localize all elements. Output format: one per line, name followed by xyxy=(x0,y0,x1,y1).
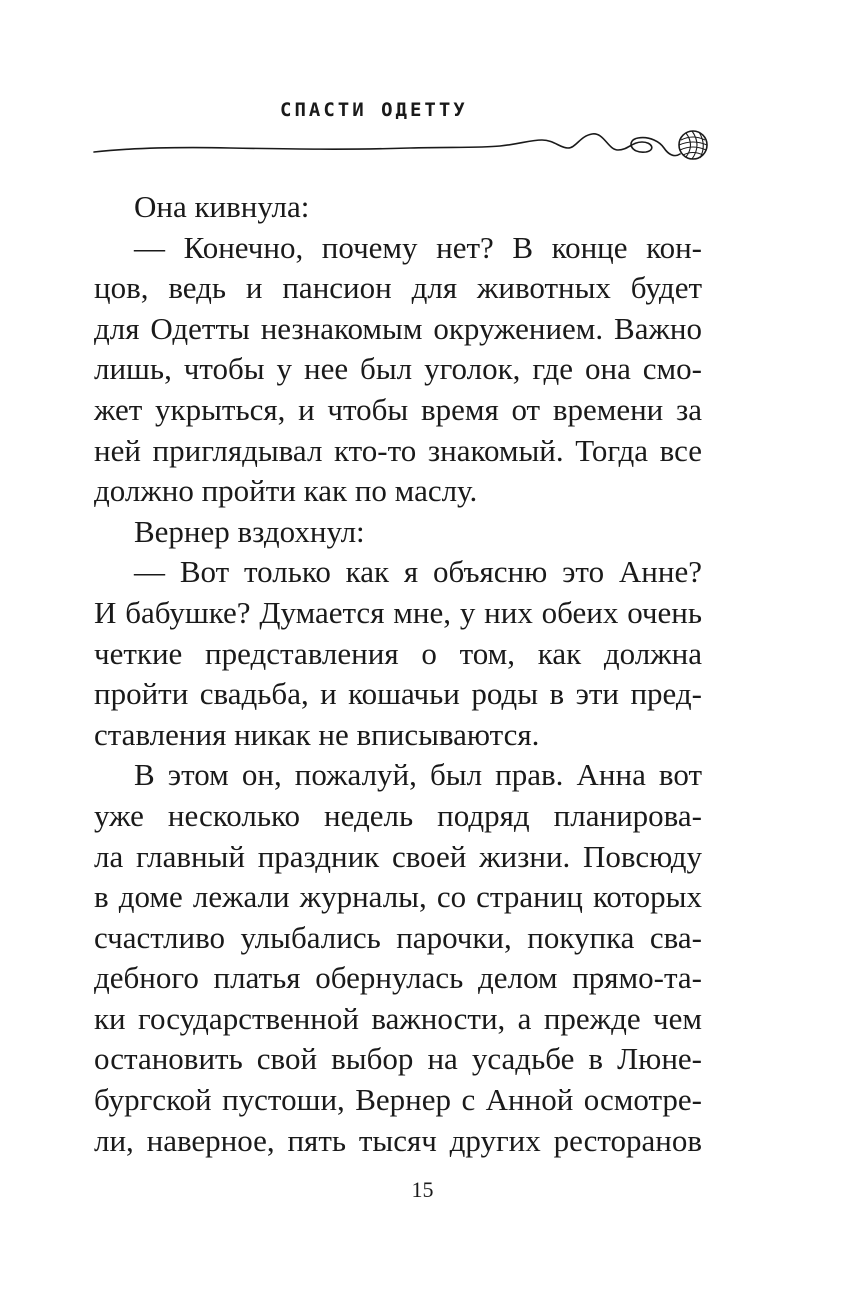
text-line: должно пройти как по маслу. xyxy=(94,473,478,509)
text-line: ней приглядывал кто-то знакомый. Тогда все xyxy=(94,432,702,468)
text-line: — Вот только как я объясню это Анне? xyxy=(134,554,702,590)
text-line: ли, наверное, пять тысяч других ресторанов xyxy=(94,1122,702,1158)
text-line: — Конечно, почему нет? В конце кон- xyxy=(134,229,702,265)
page-number: 15 xyxy=(411,1177,434,1202)
text-line: четкие представления о том, как должна xyxy=(94,635,702,671)
text-line: для Одетты незнакомым окружением. Важно xyxy=(94,310,702,346)
running-title: СПАСТИ ОДЕТТУ xyxy=(280,99,468,121)
text-line: ла главный праздник своей жизни. Повсюду xyxy=(94,838,702,874)
text-line: счастливо улыбались парочки, покупка сва- xyxy=(94,919,702,955)
text-line: цов, ведь и пансион для животных будет xyxy=(94,270,702,306)
text-line: дебного платья обернулась делом прямо-та- xyxy=(94,960,702,996)
yarn-thread-line xyxy=(94,134,680,156)
text-line: в доме лежали журналы, со страниц которых xyxy=(94,879,702,915)
text-line: жет укрыться, и чтобы время от времени за xyxy=(94,391,702,427)
text-line: В этом он, пожалуй, был прав. Анна вот xyxy=(134,757,702,793)
text-line: уже несколько недель подряд планирова- xyxy=(94,797,702,833)
text-line: бургской пустоши, Вернер с Анной осмотре- xyxy=(94,1082,702,1118)
text-line: ставления никак не вписываются. xyxy=(94,716,540,752)
text-line: И бабушке? Думается мне, у них обеих очень xyxy=(94,594,702,630)
body-text xyxy=(94,187,702,1161)
text-line: ки государственной важности, а прежде чем xyxy=(94,1000,702,1036)
yarn-ball-icon xyxy=(679,131,707,159)
text-line: Она кивнула: xyxy=(134,189,310,224)
text-line: пройти свадьба, и кошачьи роды в эти пред- xyxy=(94,676,702,712)
text-line: остановить свой выбор на усадьбе в Люне- xyxy=(94,1041,702,1077)
text-line: лишь, чтобы у нее был уголок, где она смо- xyxy=(94,351,702,387)
text-line: Вернер вздохнул: xyxy=(134,513,365,549)
header-ornament xyxy=(90,118,710,170)
